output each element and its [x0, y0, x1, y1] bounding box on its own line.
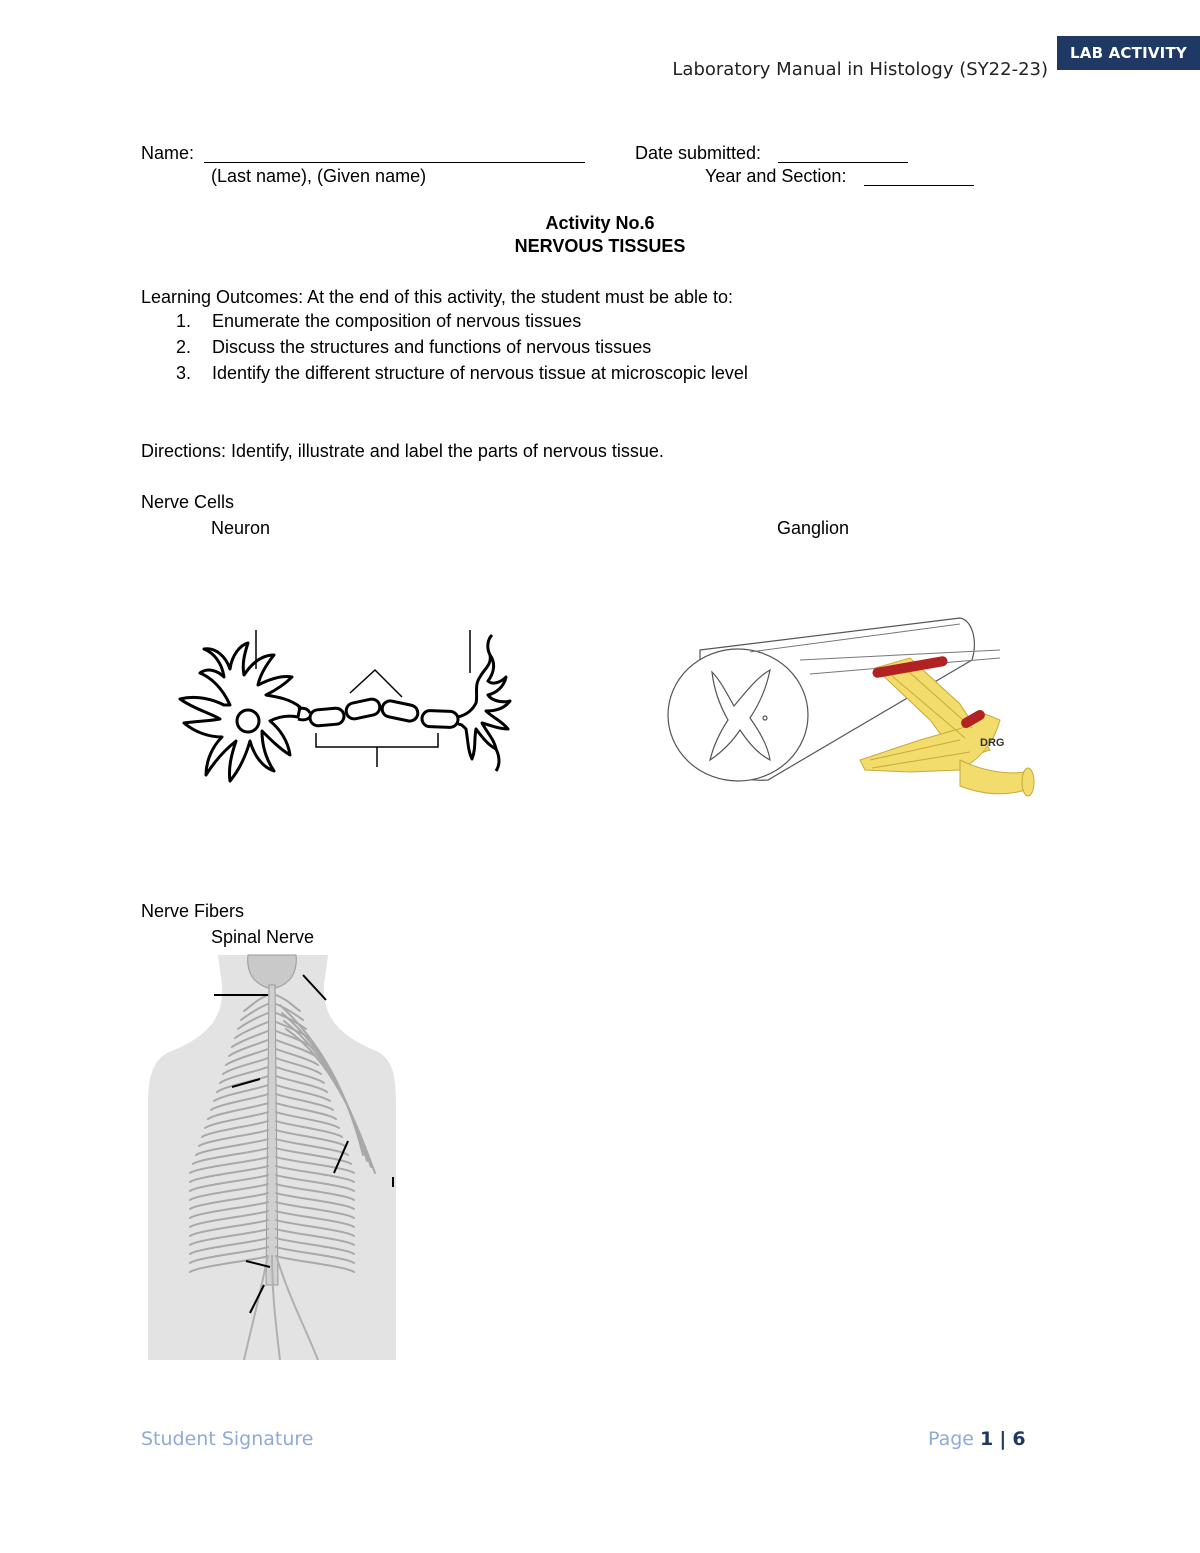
outcome-number: 2. — [176, 337, 192, 357]
outcome-number: 1. — [176, 311, 192, 331]
outcome-text: Enumerate the composition of nervous tissues — [212, 311, 582, 331]
nerve-fibers-heading: Nerve Fibers — [141, 901, 245, 921]
neuron-diagram — [170, 625, 520, 805]
page-separator: | — [999, 1428, 1007, 1450]
ganglion-diagram — [660, 610, 1040, 810]
learning-outcomes-intro: Learning Outcomes: At the end of this activity, the student must be able to: — [141, 287, 734, 307]
name-hint: (Last name), (Given name) — [211, 166, 427, 186]
page-total: 6 — [1012, 1428, 1026, 1450]
outcome-number: 3. — [176, 363, 192, 383]
activity-number: Activity No.6 — [545, 213, 655, 233]
outcome-text: Identify the different structure of nervous tissue at microscopic level — [212, 363, 748, 383]
name-field[interactable] — [204, 162, 585, 163]
date-submitted-field[interactable] — [778, 162, 908, 163]
header-title: Laboratory Manual in Histology (SY22-23) — [672, 59, 1048, 80]
drg-label: DRG — [980, 737, 1005, 749]
year-section-field[interactable] — [864, 185, 974, 186]
page-indicator — [928, 1428, 1026, 1450]
outcome-text: Discuss the structures and functions of nervous tissues — [212, 337, 652, 357]
activity-title: NERVOUS TISSUES — [514, 236, 686, 256]
date-submitted-label: Date submitted: — [635, 143, 762, 163]
lab-activity-badge: LAB ACTIVITY — [1057, 36, 1200, 70]
name-label: Name: — [141, 143, 195, 163]
ganglion-label: Ganglion — [777, 518, 850, 538]
spinal-nerve-label: Spinal Nerve — [211, 927, 315, 947]
year-section-label: Year and Section: — [705, 166, 847, 186]
nerve-cells-heading: Nerve Cells — [141, 492, 235, 512]
page-word: Page — [928, 1428, 974, 1450]
directions-text: Directions: Identify, illustrate and label the parts of nervous tissue. — [141, 441, 664, 461]
page-current: 1 — [980, 1428, 994, 1450]
spinal-nerve-diagram — [148, 955, 398, 1360]
neuron-label: Neuron — [211, 518, 271, 538]
student-signature: Student Signature — [141, 1428, 314, 1450]
